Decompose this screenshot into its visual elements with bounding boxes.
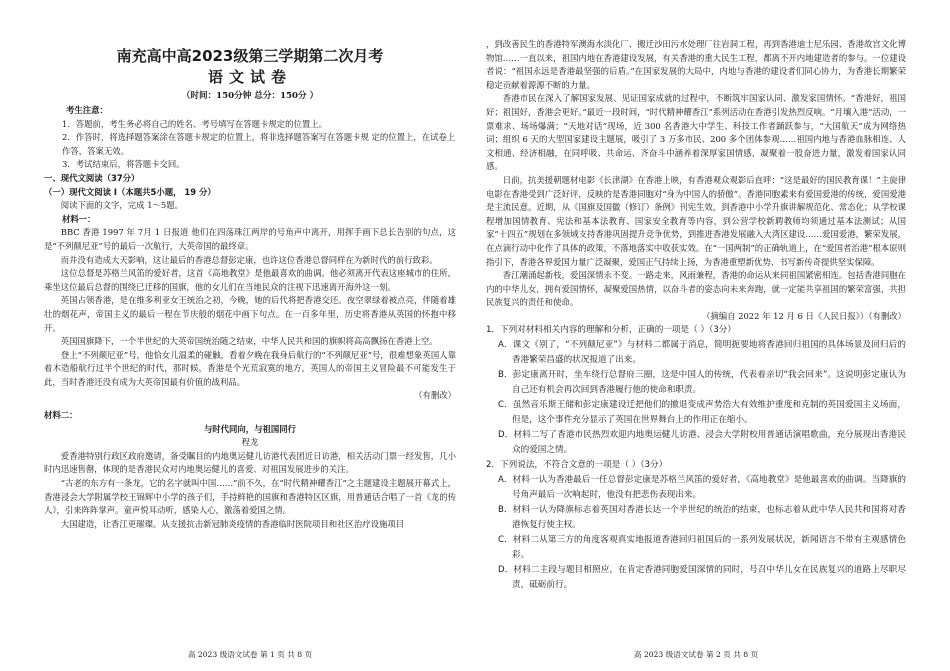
question-2-option-a: A．材料一认为香港最后一任总督彭定康是苏格兰风笛的爱好者，《高地教堂》是他最喜欢的曲调。当降旗的号角声最后一次响起时，他没有把悲伤表现出来。 [498,475,906,501]
material1-label: 材料一： [62,213,96,224]
article-title: 与时代同向，与祖国同行 [203,423,297,434]
notice-heading: 考生注意： [66,105,108,115]
question-1-option-d: D．材料二写了香港市民热烈欢迎内地奥运健儿访港、浸会大学附校用普通话演唱歌曲，充分展现出香港民众的爱国之情。 [498,430,906,456]
question-1-option-c: C．虽然音乐斯王储和彭定康建设迁把他们的撤退变成声势浩大有效维护重度和克制的英国爱国主义场面，但是，这个事件充分显示了英国在世界舞台上的作用正在缩小。 [498,400,906,426]
material2-label: 材料二： [44,410,78,421]
material1-paragraph: 英国占领香港，是在维多利亚女王统治之初，今晚，她的后代将把香港交还。夜空翠绿着被点亮，伴随着雄壮的烟花声，帝国主义的最后一程在节庆般的烟花中画下句点。在一百多年里，历史将香港从英国的怀抱中移开。 [44,295,456,333]
material2-source: （摘编自 2022 年 12 月 6 日《人民日报》）（有删改） [701,310,906,321]
exam-title: 南充高中高2023级第三学期第二次月考 [116,47,384,65]
subsection-heading: （一）现代文阅读 Ⅰ（本题共5小题， 19 分） [44,186,216,197]
exam-subtitle: 语文试卷 [207,68,292,86]
notice-item: 3．考试结束后，将答题卡交回。 [62,159,185,170]
question-2-option-b: B．材料一认为降旗标志着英国对香港长达一个半世纪的统治的结束，也标志着从此中华人民共和国将对香港恢复行使主权。 [498,505,906,531]
material2-paragraph: 香江潮涌起新枝，爱国深情永不变。一路走来，风雨兼程，香港的命运从来同祖国紧密相连。包括香港同胞在内的中华儿女，拥有爱国情怀，凝聚爱国热情，以奋斗者的姿态向未来奔跑，就一定能共享祖国的繁荣富强，共担民族复兴的责任和使命。 [486,270,906,308]
question-1-option-a: A．课文《别了，“不列颠尼亚”》与材料二都属于消息，简明扼要地将香港回归祖国的具体场景及回归后的香港繁荣昌盛的状况报道了出来。 [498,340,906,366]
page-footer-left: 高 2023 级语文试卷 第 1 页 共 8 页 [187,650,313,659]
article-author: 程龙 [241,437,259,448]
material2-paragraph: 大国建造，让香江更璀璨。从支援抗击新冠肺炎疫情的香港临时医院项目和社区治疗设施项目 [60,518,405,529]
material1-paragraph: 这位总督是苏格兰风笛的爱好者，这首《高地教堂》是他最喜欢的曲调。他必须离开代表这座城市的住所，乘坐这位最后总督的围绕已迁移的国旗，他的女儿们在当地民众的注视下迅速离开海外这一刻。 [44,268,456,292]
material1-paragraph: 登上“不列颠尼亚”号，他恰女儿温柔的碰触，看着夕晚在我身后航行的“不列颠尼亚”号，很难想象英国人靠着木造船航行过半个世纪的时代，那时候，香港是个光荒寂寞的地方，英国人的帝国主义冒险最不可能发生于此，当时香港还没有成为大英帝国最有价值的战利品。 [44,349,456,387]
material2-paragraph: 日前，抗美援朝题材电影《长津湖》在香港上映，有香港观众观影后直呼：“这是最好的国民教育课！”主旋律电影在香港受到广泛好评，反映的是香港同胞对“身为中国人的骄傲”。香港同胞素来有爱国爱港的传统，爱国爱港是主流民意。近期，从《国旗及国徽（修订）条例》刊宪生效，到香港中小学升旗讲解规范化、常态化；从学校课程增加国情教育、宪法和基本法教育、国家安全教育等内容，到公营学校新聘教师均须通过基本法测试；从国家“十四五”规划在多领域支持香港巩固提升竞争优势，到推进香港发展融入大湾区建设……爱国爱港，繁荣发展，在点滴行动中化作了具体的政策，不落地落实中收获实效。在“一国两制”的正确轨道上，在“爱国者治港”根本原则指引下，香港各界爱国力量广泛凝聚，爱国正气持续上扬，为香港重塑新优势、书写新传奇提供坚实保障。 [486,174,906,267]
material2-paragraph: ，到改善民生的香港特军澳海水淡化厂、搬迁沙田污水处理厂往岩洞工程，再到香港迪士尼乐园、香港故宫文化博物馆……一直以来，祖国内地在香港建设发展，有关香港的重大民生工程，都离不开内地建造者的参与。一位建设者说：“祖国永远是香港最坚强的后盾。”在国家发展的大局中，内地与香港的建设者们同心协力，为香港长期繁荣稳定贡献着源源不断的力量。 [486,39,906,90]
material2-paragraph: 爱香港特别行政区政府邀请，备受瞩目的内地奥运健儿访港代表团近日访港，相关活动门票一经发售，几小时内迅速售罄，体现的是香港民众对内地奥运健儿的喜爱、对祖国发展进步的关注。 [44,450,456,475]
question-2-stem: 2．下列说法，不符合文意的一项是（ ）（3分） [486,460,668,471]
page-footer-right: 高 2023 级语文试卷 第 2 页 共 8 页 [633,650,759,659]
time-info: （时间：150分钟 总分：150分 ） [181,91,319,101]
question-2-option-d: D．材料二主段与题目相照应，在肯定香港同胞爱国深情的同时，号召中华儿女在民族复兴的道路上尽职尽责，砥砺前行。 [498,565,906,591]
material1-paragraph: 英国国旗降下，一个半世纪的大英帝国统治随之结束，中华人民共和国的旗帜将高高飘扬在香港上空。 [60,336,438,347]
left-page [44,0,456,671]
material1-note: （有删改） [414,390,456,401]
question-2-option-c: C．材料二从第三方的角度客观真实地报道香港回归祖国后的一系列发展状况，新闻语言不带有主观感情色彩。 [498,535,906,561]
section-heading: 一、现代文阅读（37分） [44,172,140,183]
notice-item: 1．答题前，考生务必将自己的姓名、考号填写在答题卡规定的位置上。 [62,118,327,129]
question-1-stem: 1．下列对材料相关内容的理解和分析，正确的一项是（ ）（3分） [486,325,736,336]
instruction: 阅读下面的文字，完成 1～5题。 [60,200,183,211]
material1-paragraph: 而并没有造成大天影响，这让最后的香港总督彭定康，也许这位香港总督同样在为新时代的前行致彩。 [60,254,438,265]
notice-item: 2．作答时，将选择题答案涂在答题卡规定的位置上，将非选择题答案写在答题卡规 定的位置上，在试卷上作答，答案无效。 [62,132,456,156]
question-1-option-b: B．彭定康离开时，坐车绕行总督府三圈，这是中国人的传统，代表着亲切“我会回来”。这说明彭定康认为自己还有机会再次回到香港履行他的使命和职责。 [498,370,906,396]
material2-paragraph: “古老的东方有一条龙，它的名字就叫中国……”前不久，在“时代精神耀香江”之主题建设主题展开幕式上，香港浸会大学附属学校王锦辉中小学的孩子们，手持鲜艳的国旗和香港特区区旗，用普通话合唱了一首《龙的传人》，引来阵阵掌声。童声悦耳动听，感染人心，激荡着爱国之情。 [44,478,456,516]
material2-paragraph: 香港市民在深入了解国家发展、见证国家成就的过程中，不断筑牢国家认同、激发家国情怀。“香港好，祖国好；祖国好，香港会更好。”最近一段时间，“时代精神耀香江”系列活动在香港引发热烈反响。“月壤入港”活动，一票难求、场场爆满；“天地对话”现场，近 300 名香港大中学生、科技工作者踊跃参与，“大国航天”成为网络热词；组织 6 天的大型国家建设主题展，吸引了 3 万多市民、200 多个团体参观……祖国内地与香港血脉相连、人文相通、经济相融，在同呼吸、共命运、齐奋斗中涵养着深厚家国情感，凝聚着一股奋进力量，激发着国家认同感。 [486,93,906,172]
material1-paragraph: BBC 香港 1997 年 7月 1 日报道 他们在四荡珠江两岸的号角声中离开，用挥手画下总长告别的句点，这是“不列颠尼亚”号的最后一次航行，大英帝国的最终章。 [44,227,456,251]
right-page [486,0,906,671]
